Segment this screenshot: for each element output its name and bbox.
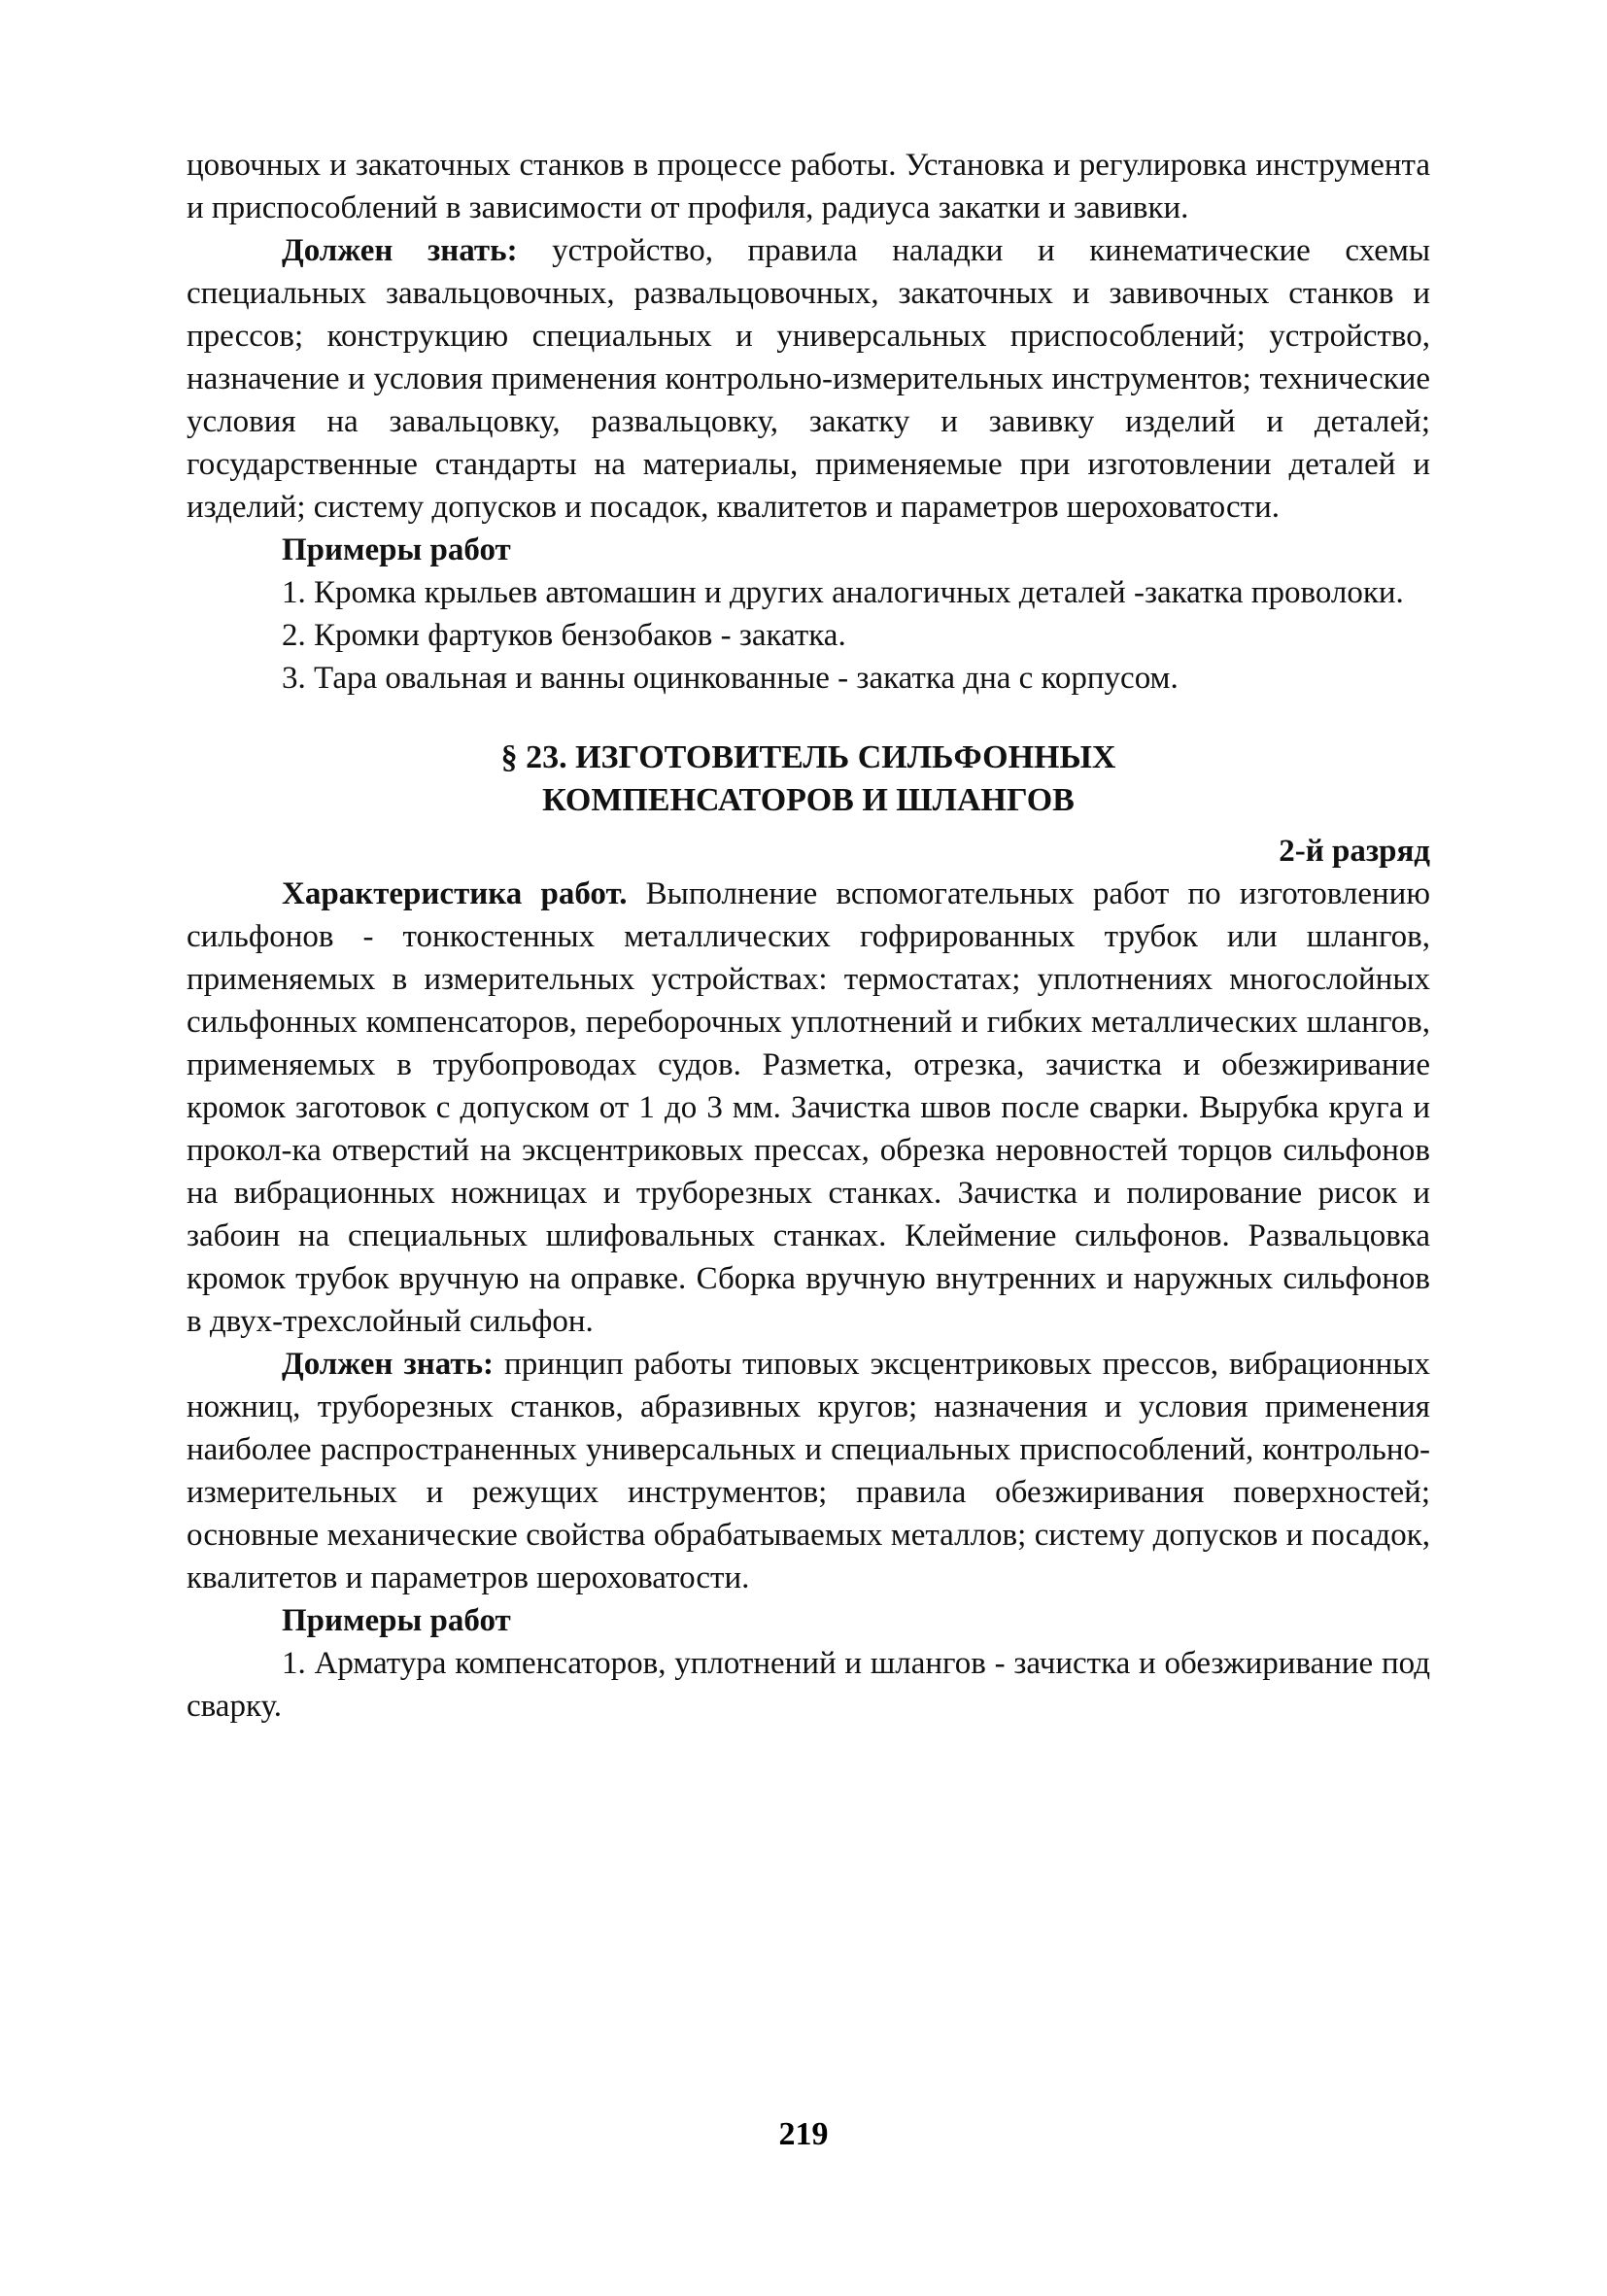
section22-example-item: 1. Кромка крыльев автомашин и других аналогичных деталей -закатка проволоки. <box>282 575 1404 610</box>
characteristics-label: Характеристика работ. <box>282 876 628 911</box>
knowledge-label: Должен знать: <box>282 1347 495 1382</box>
page-number: 219 <box>778 2116 829 2152</box>
knowledge-text: принцип работы типовых эксцентриковых прессов, вибрационных ножниц, труборезных станков, абразивных кругов; назначения и условия применения наиболее распространенных универсальных и специальных приспособлений, контрольно-измерительных и режущих инструментов; правила обезжиривания поверхностей; основные механические свойства обрабатываемых металлов; систему допусков и посадок, квалитетов и параметров шероховатости. <box>187 1347 1430 1595</box>
section23-characteristics-paragraph <box>187 873 1430 1343</box>
characteristics-text: Выполнение вспомогательных работ по изготовлению сильфонов - тонкостенных металлических гофрированных трубок или шлангов, применяемых в измерительных устройствах: термостатах; уплотнениях многослойных сильфонных компенсаторов, переборочных уплотнений и гибких металлических шлангов, применяемых в трубопроводах судов. Разметка, отрезка, зачистка и обезжиривание кромок заготовок с допуском от 1 до 3 мм. Зачистка швов после сварки. Вырубка круга и прокол-ка отверстий на эксцентриковых прессах, обрезка неровностей торцов сильфонов на вибрационных ножницах и труборезных станках. Зачистка и полирование рисок и забоин на специальных шлифовальных станках. Клеймение сильфонов. Развальцовка кромок трубок вручную на оправке. Сборка вручную внутренних и наружных сильфонов в двух-трехслойный сильфон. <box>187 876 1430 1339</box>
section22-knowledge-paragraph <box>187 229 1430 529</box>
section22-example-item: 3. Тара овальная и ванны оцинкованные - закатка дна с корпусом. <box>282 661 1179 696</box>
section23-title-line2: КОМПЕНСАТОРОВ И ШЛАНГОВ <box>542 782 1075 818</box>
section23-example-item: 1. Арматура компенсаторов, уплотнений и шлангов - зачистка и обезжиривание под сварку. <box>187 1646 1430 1724</box>
section23-knowledge-paragraph <box>187 1343 1430 1599</box>
intro-paragraph: цовочных и закаточных станков в процессе работы. Установка и регулировка инструмента и приспособлений в зависимости от профиля, радиуса закатки и завивки. <box>187 148 1430 225</box>
knowledge-label: Должен знать: <box>282 233 518 268</box>
knowledge-text: устройство, правила наладки и кинематические схемы специальных завальцовочных, развальцовочных, закаточных и завивочных станков и прессов; конструкцию специальных и универсальных приспособлений; устройство, назначение и условия применения контрольно-измерительных инструментов; технические условия на завальцовку, развальцовку, закатку и завивку изделий и деталей; государственные стандарты на материалы, применяемые при изготовлении деталей и изделий; систему допусков и посадок, квалитетов и параметров шероховатости. <box>187 233 1430 525</box>
section22-example-item: 2. Кромки фартуков бензобаков - закатка. <box>282 618 846 653</box>
section23-examples-heading: Примеры работ <box>282 1603 511 1638</box>
section23-title <box>187 737 1430 822</box>
section23-title-line1: § 23. ИЗГОТОВИТЕЛЬ СИЛЬФОННЫХ <box>500 739 1116 775</box>
section22-examples-heading: Примеры работ <box>282 532 511 567</box>
section23-grade: 2-й разряд <box>1279 834 1430 869</box>
